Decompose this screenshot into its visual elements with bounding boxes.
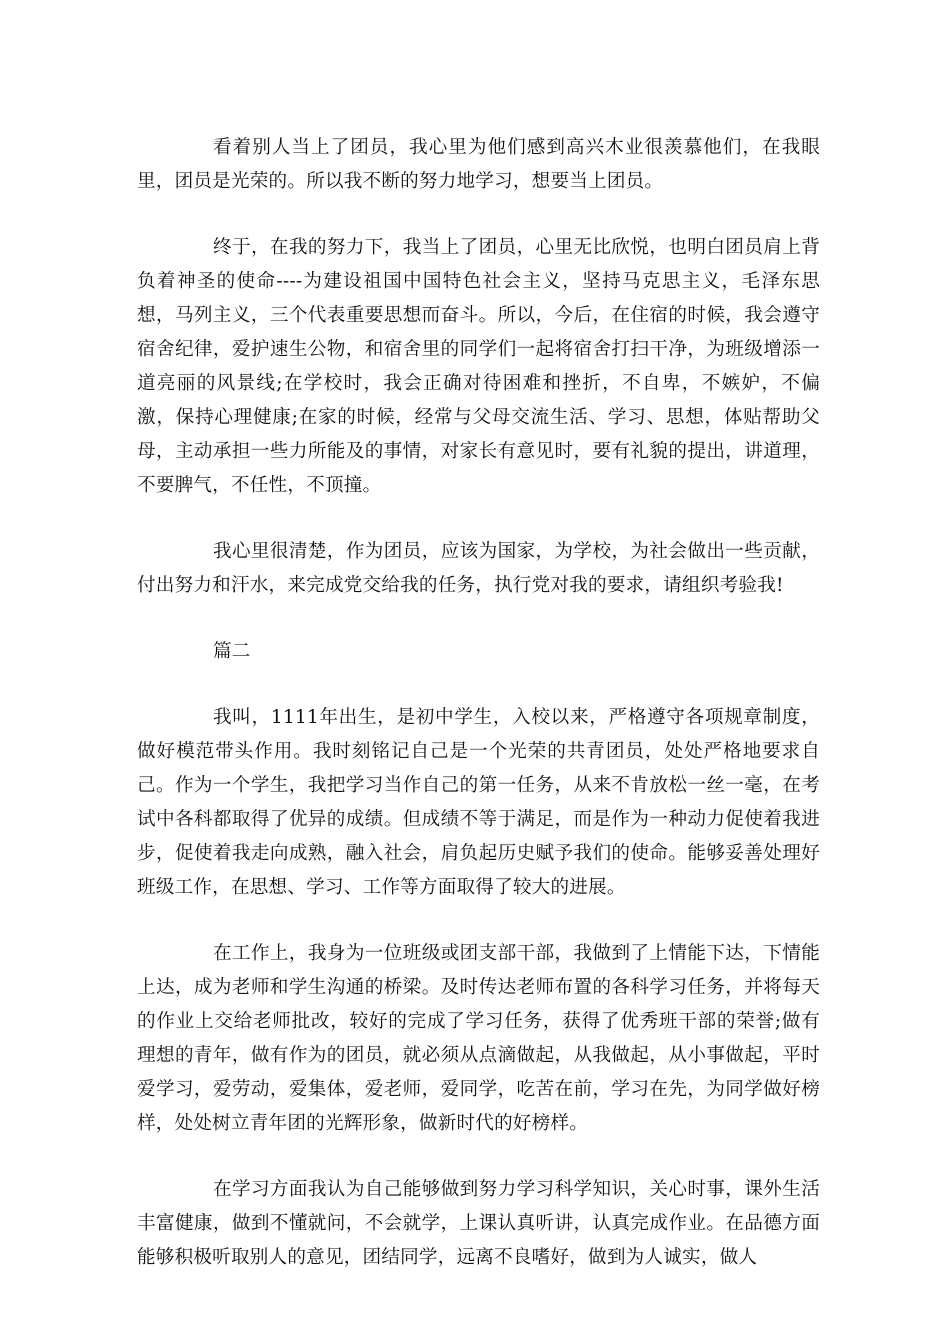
paragraph: 看着别人当上了团员，我心里为他们感到高兴木业很羡慕他们，在我眼里，团员是光荣的。所以我不断的努力地学习，想要当上团员。 <box>137 137 820 192</box>
paragraph: 我心里很清楚，作为团员，应该为国家，为学校，为社会做出一些贡献，付出努力和汗水，来完成党交给我的任务，执行党对我的要求，请组织考验我! <box>137 541 820 596</box>
paragraph: 终于，在我的努力下，我当上了团员，心里无比欣悦，也明白团员肩上背负着神圣的使命----为建设祖国中国特色社会主义，坚持马克思主义，毛泽东思想，马列主义，三个代表重要思想而奋斗。所以，今后，在住宿的时候，我会遵守宿舍纪律，爱护速生公物，和宿舍里的同学们一起将宿舍打扫干净，为班级增添一道亮丽的风景线;在学校时，我会正确对待困难和挫折，不自卑，不嫉妒，不偏激，保持心理健康;在家的时候，经常与父母交流生活、学习、思想，体贴帮助父母，主动承担一些力所能及的事情，对家长有意见时，要有礼貌的提出，讲道理，不要脾气，不任性，不顶撞。 <box>137 237 820 496</box>
document-body <box>137 131 820 1307</box>
paragraph: 我叫，1111年出生，是初中学生，入校以来，严格遵守各项规章制度，做好模范带头作用。我时刻铭记自己是一个光荣的共青团员，处处严格地要求自己。作为一个学生，我把学习当作自己的第一任务，从来不肯放松一丝一毫，在考试中各科都取得了优异的成绩。但成绩不等于满足，而是作为一种动力促使着我进步，促使着我走向成熟，融入社会，肩负起历史赋予我们的使命。能够妥善处理好班级工作，在思想、学习、工作等方面取得了较大的进展。 <box>137 707 820 898</box>
section-heading: 篇二 <box>213 641 251 662</box>
paragraph: 在工作上，我身为一位班级或团支部干部，我做到了上情能下达，下情能上达，成为老师和学生沟通的桥梁。及时传达老师布置的各科学习任务，并将每天的作业上交给老师批改，较好的完成了学习任务，获得了优秀班干部的荣誉;做有理想的青年，做有作为的团员，就必须从点滴做起，从我做起，从小事做起，平时爱学习，爱劳动，爱集体，爱老师，爱同学，吃苦在前，学习在先，为同学做好榜样，处处树立青年团的光辉形象，做新时代的好榜样。 <box>137 943 820 1134</box>
paragraph: 在学习方面我认为自己能够做到努力学习科学知识，关心时事，课外生活丰富健康，做到不懂就问，不会就学，上课认真听讲，认真完成作业。在品德方面能够积极听取别人的意见，团结同学，远离不良嗜好，做到为人诚实，做人 <box>137 1179 820 1268</box>
